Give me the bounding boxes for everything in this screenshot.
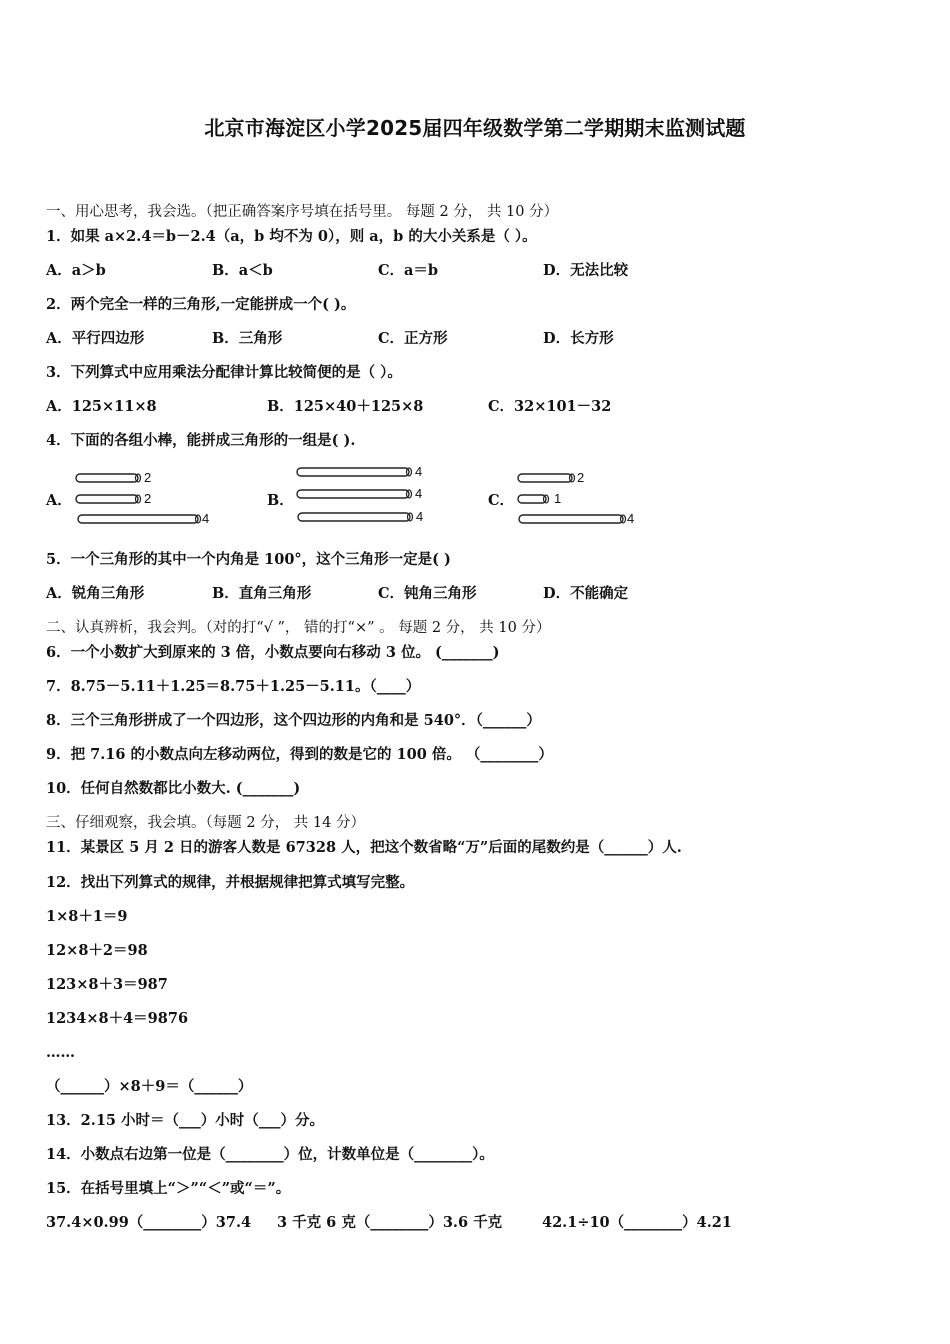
q7: 7．8.75－5.11＋1.25＝8.75＋1.25－5.11。（____） <box>46 678 421 695</box>
q1-stem: 1．如果 a×2.4＝b－2.4（a，b 均不为 0），则 a，b 的大小关系是（ ）。 <box>46 228 537 245</box>
q8: 8．三个三角形拼成了一个四边形，这个四边形的内角和是 540°．（______） <box>46 712 541 729</box>
q12-line-2: 12×8＋2＝98 <box>46 942 148 959</box>
q15-stem: 15．在括号里填上“＞”“＜”或“＝”。 <box>46 1180 291 1197</box>
stick-b1-label: 4 <box>415 464 423 479</box>
stick-a2 <box>75 493 145 505</box>
q2-stem: 2．两个完全一样的三角形,一定能拼成一个( )。 <box>46 296 356 313</box>
q5-stem: 5．一个三角形的其中一个内角是 100°，这个三角形一定是( ) <box>46 551 451 568</box>
stick-a3-label: 4 <box>202 511 210 526</box>
stick-c2 <box>517 493 553 505</box>
q14: 14．小数点右边第一位是（________）位，计数单位是（________）。 <box>46 1146 494 1163</box>
stick-b1 <box>296 466 416 478</box>
q15-item-2: 3 千克 6 克（________）3.6 千克 <box>277 1214 503 1231</box>
q1-option-d[interactable]: D．无法比较 <box>543 262 629 279</box>
section3-header: 三、仔细观察，我会填。（每题 2 分， 共 14 分） <box>46 815 365 831</box>
q3-option-b[interactable]: B．125×40＋125×8 <box>267 398 424 415</box>
q4-option-a[interactable]: A． <box>46 492 72 509</box>
q4-option-c[interactable]: C． <box>488 492 515 509</box>
stick-a1-label: 2 <box>144 470 152 485</box>
q2-option-b[interactable]: B．三角形 <box>212 330 283 347</box>
stick-c1-label: 2 <box>577 470 585 485</box>
q10: 10．任何自然数都比小数大. (_______) <box>46 780 301 797</box>
q5-option-a[interactable]: A．锐角三角形 <box>46 585 145 602</box>
q12-line-1: 1×8＋1＝9 <box>46 908 128 925</box>
q6: 6．一个小数扩大到原来的 3 倍，小数点要向右移动 3 位。 (_______) <box>46 644 500 661</box>
q5-option-c[interactable]: C．钝角三角形 <box>378 585 477 602</box>
stick-c1 <box>517 472 579 484</box>
q12-blank-line: （______）×8＋9＝（______） <box>46 1078 253 1095</box>
q1-option-c[interactable]: C．a＝b <box>378 262 439 279</box>
stick-b2 <box>296 488 416 500</box>
q5-option-b[interactable]: B．直角三角形 <box>212 585 312 602</box>
stick-c2-label: 1 <box>554 491 562 506</box>
q9: 9．把 7.16 的小数点向左移动两位，得到的数是它的 100 倍。 （________） <box>46 746 553 763</box>
q5-option-d[interactable]: D．不能确定 <box>543 585 629 602</box>
q12-line-3: 123×8＋3＝987 <box>46 976 168 993</box>
stick-b3 <box>297 511 417 523</box>
q12-line-4: 1234×8＋4＝9876 <box>46 1010 189 1027</box>
q2-option-d[interactable]: D．长方形 <box>543 330 614 347</box>
q2-option-a[interactable]: A．平行四边形 <box>46 330 145 347</box>
stick-b3-label: 4 <box>416 509 424 524</box>
q3-stem: 3．下列算式中应用乘法分配律计算比较简便的是（ ）。 <box>46 364 402 381</box>
q15-item-3: 42.1÷10（________）4.21 <box>542 1214 732 1231</box>
stick-a1 <box>75 472 145 484</box>
q4-stem: 4．下面的各组小棒，能拼成三角形的一组是( ). <box>46 432 356 449</box>
q4-option-b[interactable]: B． <box>267 492 294 509</box>
section2-header: 二、认真辨析，我会判。（对的打“√ ”， 错的打“×” 。 每题 2 分， 共 10 分） <box>46 620 551 636</box>
q15-item-1: 37.4×0.99（________）37.4 <box>46 1214 252 1231</box>
q11: 11．某景区 5 月 2 日的游客人数是 67328 人，把这个数省略“万”后面的尾数约是（______）人. <box>46 839 682 856</box>
section1-header: 一、用心思考，我会选。（把正确答案序号填在括号里。 每题 2 分， 共 10 分） <box>46 204 559 220</box>
page-title: 北京市海淀区小学2025届四年级数学第二学期期末监测试题 <box>204 116 746 140</box>
q3-option-a[interactable]: A．125×11×8 <box>46 398 157 415</box>
stick-c3 <box>518 513 630 525</box>
stick-a2-label: 2 <box>144 491 152 506</box>
q3-option-c[interactable]: C．32×101－32 <box>488 398 612 415</box>
stick-a3 <box>77 513 205 525</box>
q12-stem: 12．找出下列算式的规律，并根据规律把算式填写完整。 <box>46 874 415 891</box>
q1-option-b[interactable]: B．a＜b <box>212 262 273 279</box>
stick-c3-label: 4 <box>627 511 635 526</box>
stick-b2-label: 4 <box>415 486 423 501</box>
q12-ellipsis: …… <box>46 1044 75 1061</box>
q13: 13．2.15 小时＝（___）小时（___）分。 <box>46 1112 325 1129</box>
q1-option-a[interactable]: A．a＞b <box>46 262 106 279</box>
q2-option-c[interactable]: C．正方形 <box>378 330 448 347</box>
